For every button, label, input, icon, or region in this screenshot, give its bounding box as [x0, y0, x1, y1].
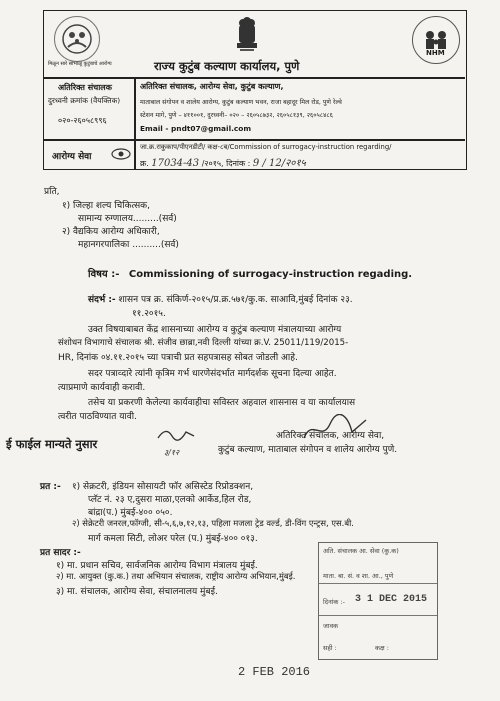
- stamp-sign: सही :: [323, 644, 337, 652]
- phone-label: दुरध्वनी क्रमांक (वैयक्तिक): [48, 96, 121, 105]
- copy-1a: १) सेक्रटरी, इंडियन सोसायटी फॉर असिस्टेड रिप्रोडक्शन,: [72, 482, 254, 492]
- left-logo-caption: मिळून सारे सांभाळू कुटुंबाचे आरोग्य: [48, 61, 112, 67]
- office-title: राज्य कुटुंब कल्याण कार्यालय, पुणे: [154, 59, 300, 73]
- para3-line1: तसेच या प्रकरणी केलेल्या कार्यवाहीचा सविस्तर अहवाल शासनास व या कार्यालयास: [88, 398, 356, 408]
- reference-line: [88, 292, 353, 305]
- reference-text-1: शासन पत्र क्र. संकिर्ण-२०१५/प्र.क्र.५७१/कु.क. साआवि,मुंबई दिनांक २३.: [118, 295, 353, 305]
- reference-line-1: जा.क्र.राकुकाप/पीएनडीटी/ कक्ष-८ब/Commission of surrogacy-instruction regarding/: [140, 143, 392, 151]
- copy-1c: बांद्रा(प.) मुंबई-४०० ०५०.: [88, 508, 173, 518]
- subject-line: [88, 266, 412, 280]
- para1-line3: HR, दिनांक ०४.११.२०१५ च्या पत्राची प्रत सहपत्रासह सोबत जोडली आहे.: [58, 353, 298, 363]
- stamp-title: अति. संचालक आ. सेवा (कु.क): [323, 547, 399, 555]
- department-label: आरोग्य सेवा: [52, 152, 92, 162]
- subject-label: विषय :-: [88, 269, 120, 280]
- stamp-outward: जावक: [323, 622, 339, 630]
- inward-stamp: [318, 542, 438, 660]
- address-line-1: माताबाल संगोपन व शालेय आरोग्य, कुटुंब कल्याण भवन, राजा बहादूर मिल रोड, पुणे रेल्वे: [140, 99, 342, 106]
- signature-date: ३/१२: [164, 448, 180, 457]
- copy-submit-label: प्रत सादर :-: [40, 548, 81, 558]
- reference-line-2: [140, 155, 306, 169]
- handwritten-ref-number: 17034-43: [151, 158, 200, 169]
- recipient-2a: २) वैद्यकिय आरोग्य अधिकारी,: [62, 227, 160, 237]
- state-emblem-icon: [227, 15, 267, 55]
- signatory-line-2: कुटुंब कल्याण, माताबाल संगोपन व शालेय आरोग्य पुणे.: [218, 445, 398, 455]
- copy-2a: २) सेक्रेटरी जनरल,फॉग्जी, सी-५,६,७,१२,१३, पहिला मजला ट्रेड वर्ल्ड, डी-विंग एन्ट्रस, एस.बी.: [72, 518, 354, 528]
- reference-label: संदर्भ :-: [88, 295, 116, 305]
- eye-emblem-icon: [110, 145, 132, 163]
- copy-1b: प्लॅट नं. २३ ए,दुसरा माळा,एलको आर्केड,हिल रोड,: [88, 495, 252, 505]
- para2-line2: त्याप्रमाणे कार्यवाही करावी.: [58, 383, 146, 393]
- submit-1: १) मा. प्रधान सचिव, सार्वजनिक आरोग्य विभाग मंत्रालय मुंबई.: [56, 561, 258, 571]
- nhm-label: NHM: [426, 49, 445, 57]
- address-line-2: स्टेशन मागे, पुणे – ४११००१, दुरध्वनी– ०२० – २६०५८७३२, २६०५८१३९, २६०५८४८६: [140, 112, 333, 119]
- reference-text-2: ११.२०१५.: [132, 309, 166, 319]
- submit-3: ३) मा. संचालक, आरोग्य सेवा, संचालनालय मुंबई.: [56, 587, 218, 597]
- stamp-sub: माता. बा. सं. व शा. आ., पुणे: [323, 572, 394, 580]
- letterhead: [43, 10, 467, 170]
- stamp-date: 3 1 DEC 2015: [355, 594, 428, 605]
- subject-text: Commissioning of surrogacy-instruction regading.: [128, 269, 413, 280]
- email: Email - pndt07@gmail.com: [140, 124, 252, 133]
- signatory-line-1: अतिरिक्त संचालक, आरोग्य सेवा,: [276, 431, 385, 441]
- recipient-2b: महानगरपालिका ..........(सर्व): [78, 240, 179, 250]
- para1-line2: संशोधन विभागाचे संचालक श्री. संजीव छाब्रा,नवी दिल्ली यांच्या क्र.V. 25011/119/2015-: [58, 338, 349, 348]
- phone-number: ०२०-२६०५८९९६: [58, 116, 107, 125]
- recipient-1a: १) जिल्हा शल्य चिकित्सक,: [62, 201, 150, 211]
- handwritten-ref-date: 9 / 12/२०१५: [252, 158, 306, 169]
- recipient-1b: सामान्य रुग्णालय.........(सर्व): [78, 214, 177, 224]
- to-label: प्रति,: [44, 187, 60, 197]
- initial-signature: [156, 424, 196, 449]
- para1-line1: उक्त विषयाबाबत केंद्र शासनाच्या आरोग्य व कुटुंब कल्याण मंत्रालयाच्या आरोग्य: [88, 325, 342, 335]
- para2-line1: सदर पत्राव्दारे त्यांनी कृत्रिम गर्भ धारणेसंदर्भात मार्गदर्शक सूचना दिल्या आहेत.: [88, 369, 337, 379]
- ref-suffix: /२०१५, दिनांक :: [201, 159, 251, 168]
- copy-2b: मार्ग कमला सिटी, लोअर परेल (प.) मुंबई-४०० ०१३.: [88, 534, 258, 544]
- stamp-date-label: दिनांक :-: [323, 598, 346, 606]
- left-block-title: अतिरिक्त संचालक: [58, 83, 112, 92]
- e-file-approval-stamp: ई फाईल मान्यते नुसार: [6, 437, 98, 451]
- submit-2: २) मा. आयुक्त (कु.क.) तथा अभियान संचालक, राष्ट्रीय आरोग्य अभियान,मुंबई.: [56, 571, 296, 581]
- ref-prefix: क्र.: [140, 159, 149, 168]
- family-welfare-logo: [54, 16, 100, 62]
- copy-label: प्रत :-: [40, 482, 61, 492]
- stamp-desk: कक्ष :: [375, 644, 389, 652]
- right-block-title: अतिरिक्त संचालक, आरोग्य सेवा, कुटुंब कल्याण,: [140, 82, 284, 91]
- bottom-date-stamp: 2 FEB 2016: [238, 665, 311, 679]
- para3-line2: त्वरीत पाठविण्यात यावी.: [58, 412, 137, 422]
